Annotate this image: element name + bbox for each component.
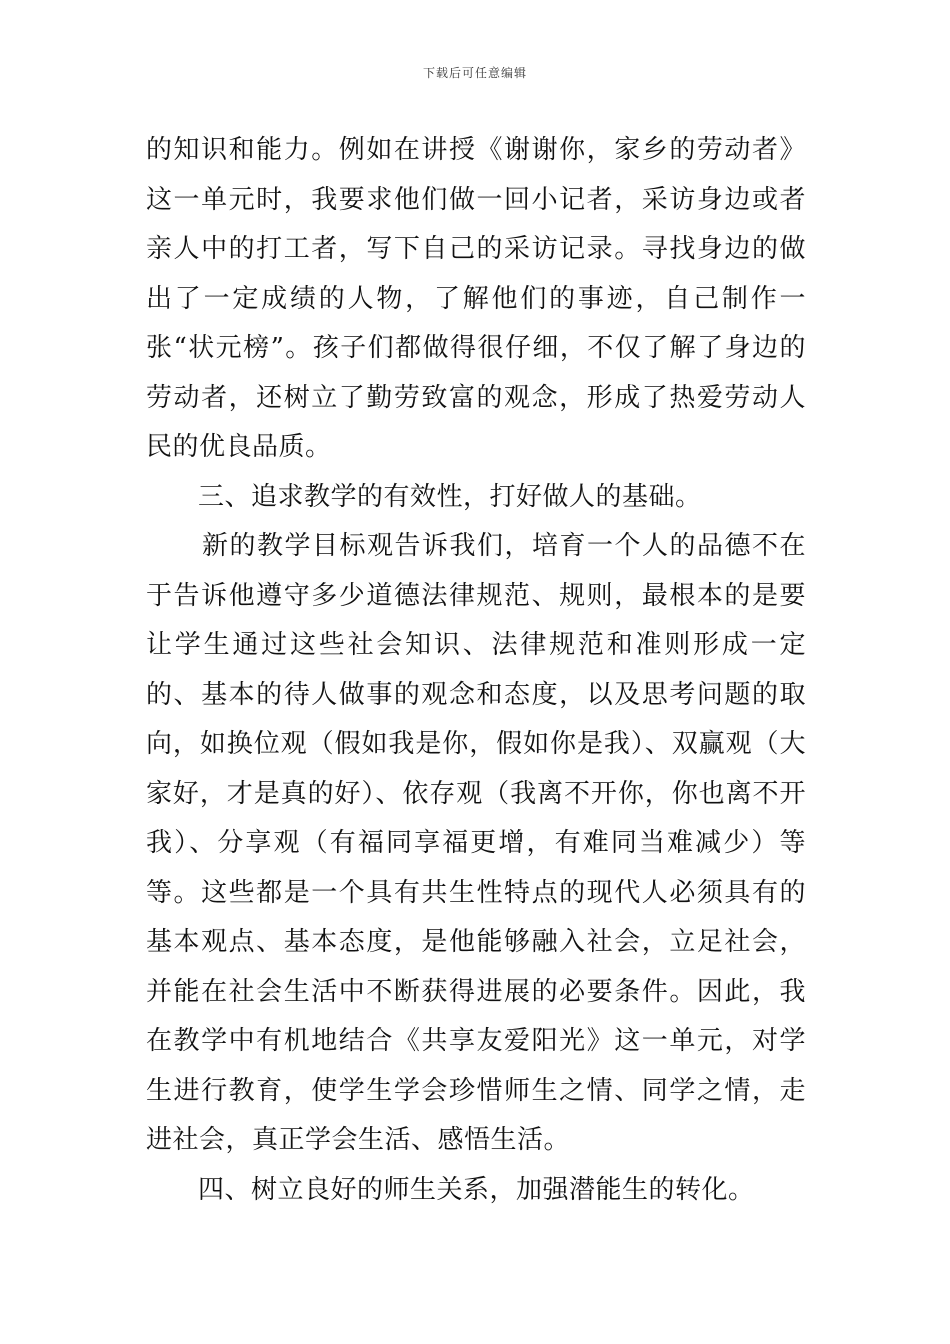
page-header: 下载后可任意编辑 xyxy=(422,66,527,80)
paragraph-teaching-goals: 新的教学目标观告诉我们，培育一个人的品德不在于告诉他遵守多少道德法律规范、规则，最根本的是要让学生通过这些社会知识、法律规范和准则形成一定的、基本的待人做事的观念和态度，以及思考问题的取向，如换位观（假如我是你，假如你是我）、双赢观（大家好，才是真的好）、依存观（我离不开你，你也离不开我）、分享观（有福同享福更增，有难同当难减少）等等。这些都是一个具有共生性特点的现代人必须具有的基本观点、基本态度，是他能够融入社会，立足社会，并能在社会生活中不断获得进展的必要条件。因此，我在教学中有机地结合《共享友爱阳光》这一单元，对学生进行教育，使学生学会珍惜师生之情、同学之情，走进社会，真正学会生活、感悟生活。 xyxy=(146,531,806,1155)
section-heading-three: 三、追求教学的有效性，打好做人的基础。 xyxy=(198,481,702,512)
section-heading-four: 四、树立良好的师生关系，加强潜能生的转化。 xyxy=(198,1174,755,1205)
document-body xyxy=(146,126,806,1215)
paragraph-continuation: 的知识和能力。例如在讲授《谢谢你，家乡的劳动者》这一单元时，我要求他们做一回小记者，采访身边或者亲人中的打工者，写下自己的采访记录。寻找身边的做出了一定成绩的人物，了解他们的事迹，自己制作一张“状元榜”。孩子们都做得很仔细，不仅了解了身边的劳动者，还树立了勤劳致富的观念，形成了热爱劳动人民的优良品质。 xyxy=(146,135,806,462)
